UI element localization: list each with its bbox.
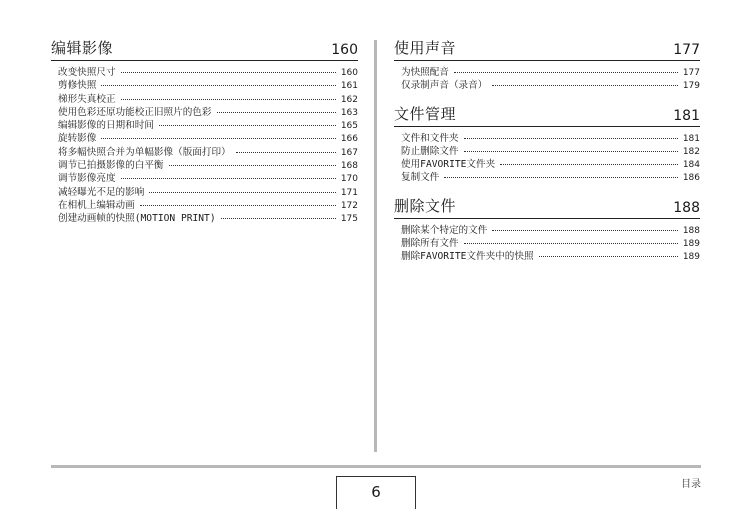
- toc-entry-list: [394, 61, 700, 92]
- section-page-number: 181: [673, 107, 700, 124]
- entry-page-number: 161: [340, 81, 358, 92]
- dot-leader: [492, 221, 677, 231]
- dot-leader: [236, 143, 336, 153]
- entry-title: 防止删除文件: [401, 145, 459, 157]
- entry-page-number: 171: [340, 187, 358, 198]
- entry-title: 改变快照尺寸: [58, 67, 116, 78]
- dot-leader: [464, 129, 678, 139]
- entry-page-number: 189: [682, 239, 700, 250]
- section-title: 删除文件: [394, 196, 457, 215]
- dot-leader: [464, 142, 678, 152]
- entry-title: 使用FAVORITE文件夹: [401, 159, 496, 171]
- entry-page-number: 170: [340, 174, 358, 185]
- entry-title: 在相机上编辑动画: [58, 199, 135, 211]
- entry-title: 文件和文件夹: [401, 132, 459, 144]
- entry-title: 编辑影像的日期和时间: [58, 120, 154, 132]
- entry-page-number: 186: [682, 173, 700, 184]
- toc-section: [394, 104, 700, 184]
- entry-page-number: 182: [682, 146, 700, 157]
- dot-leader: [140, 196, 336, 206]
- toc-entry-list: [51, 61, 358, 225]
- entry-page-number: 163: [340, 107, 358, 118]
- toc-section: [394, 196, 700, 263]
- entry-page-number: 167: [340, 147, 358, 158]
- entry-title: 删除FAVORITE文件夹中的快照: [401, 251, 534, 263]
- entry-title: 删除某个特定的文件: [401, 224, 488, 236]
- dot-leader: [539, 247, 678, 257]
- dot-leader: [217, 103, 336, 113]
- entry-title: 调节影像亮度: [58, 173, 116, 185]
- toc-entry[interactable]: [401, 78, 700, 91]
- entry-title: 将多幅快照合并为单幅影像（版面打印）: [58, 146, 231, 158]
- dot-leader: [169, 156, 336, 166]
- entry-title: 为快照配音: [401, 67, 449, 78]
- toc-left-column: [51, 38, 358, 237]
- entry-page-number: 188: [682, 225, 700, 236]
- page-number-box: [336, 476, 416, 509]
- entry-page-number: 165: [340, 121, 358, 132]
- toc-entry[interactable]: [58, 211, 358, 224]
- footer-rule: [51, 465, 701, 468]
- entry-page-number: 179: [682, 81, 700, 92]
- dot-leader: [444, 168, 677, 178]
- section-heading[interactable]: [394, 38, 700, 61]
- entry-page-number: 168: [340, 161, 358, 172]
- entry-page-number: 181: [682, 133, 700, 144]
- section-page-number: 160: [331, 42, 358, 58]
- dot-leader: [464, 234, 678, 244]
- toc-section: [51, 38, 358, 225]
- entry-title: 使用色彩还原功能校正旧照片的色彩: [58, 106, 212, 118]
- section-heading[interactable]: [394, 104, 700, 127]
- dot-leader: [149, 183, 335, 193]
- section-page-number: 188: [673, 199, 700, 216]
- entry-title: 旋转影像: [58, 133, 97, 145]
- toc-footer-link[interactable]: 目录: [681, 479, 701, 490]
- entry-title: 剪修快照: [58, 80, 97, 92]
- dot-leader: [101, 76, 335, 86]
- section-title: 使用声音: [394, 39, 457, 57]
- column-divider: [374, 40, 377, 452]
- section-heading[interactable]: [394, 196, 700, 219]
- dot-leader: [500, 155, 678, 165]
- section-heading[interactable]: [51, 38, 358, 61]
- dot-leader: [121, 169, 336, 179]
- entry-page-number: 175: [340, 214, 358, 225]
- entry-page-number: 160: [340, 68, 358, 78]
- entry-page-number: 184: [682, 160, 700, 171]
- entry-page-number: 177: [682, 68, 700, 78]
- entry-title: 创建动画帧的快照(MOTION PRINT): [58, 213, 216, 225]
- dot-leader: [454, 63, 678, 73]
- dot-leader: [121, 90, 336, 100]
- toc-entry[interactable]: [401, 170, 700, 183]
- entry-page-number: 189: [682, 252, 700, 263]
- toc-entry-list: [394, 219, 700, 263]
- dot-leader: [159, 116, 336, 126]
- entry-page-number: 166: [340, 134, 358, 145]
- entry-title: 删除所有文件: [401, 238, 459, 250]
- entry-page-number: 162: [340, 94, 358, 105]
- toc-entry-list: [394, 127, 700, 184]
- dot-leader: [492, 76, 677, 86]
- section-title: 编辑影像: [51, 39, 114, 57]
- dot-leader: [221, 209, 336, 219]
- section-title: 文件管理: [394, 104, 457, 123]
- toc-entry[interactable]: [401, 249, 700, 262]
- entry-title: 调节已拍摄影像的白平衡: [58, 160, 164, 172]
- entry-page-number: 172: [340, 200, 358, 211]
- entry-title: 梯形失真校正: [58, 93, 116, 105]
- page-number: 6: [371, 483, 381, 501]
- entry-title: 仅录制声音（录音）: [401, 80, 488, 92]
- dot-leader: [101, 129, 335, 139]
- entry-title: 减轻曝光不足的影响: [58, 186, 145, 198]
- dot-leader: [121, 63, 336, 73]
- entry-title: 复制文件: [401, 172, 440, 184]
- section-page-number: 177: [673, 42, 700, 58]
- toc-right-column: [394, 38, 700, 275]
- toc-section: [394, 38, 700, 92]
